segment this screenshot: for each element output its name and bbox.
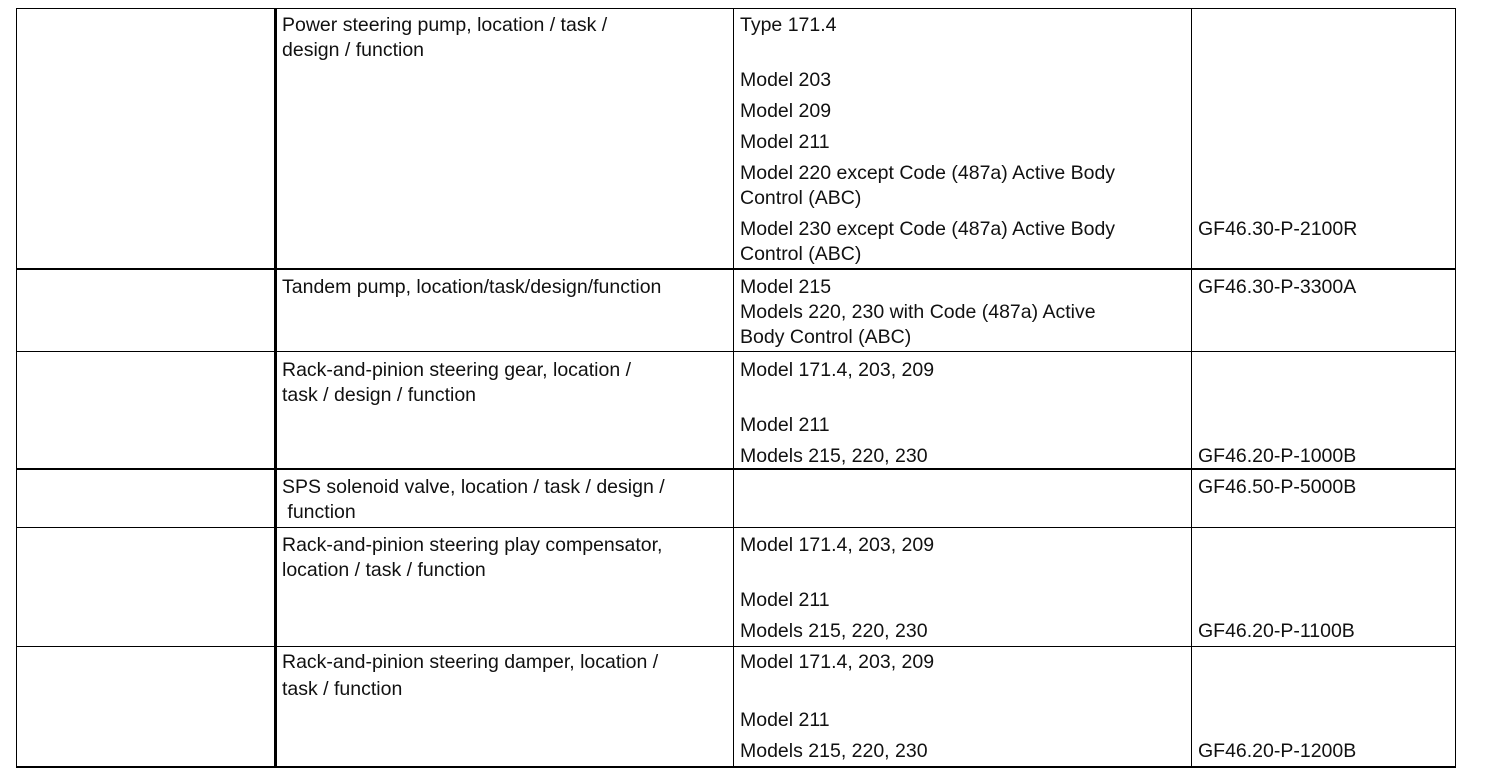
component-description: location / task / function xyxy=(282,559,486,581)
component-description: SPS solenoid valve, location / task / design / xyxy=(282,476,665,498)
model-entry: Model 211 xyxy=(740,414,830,436)
model-list xyxy=(740,358,1185,469)
model-entry: Body Control (ABC) xyxy=(740,326,912,348)
model-entry: Model 230 except Code (487a) Active Body xyxy=(740,218,1116,240)
component-description: function xyxy=(282,501,356,523)
model-list xyxy=(740,533,1185,644)
model-entry: Model 171.4, 203, 209 xyxy=(740,534,935,556)
row-divider xyxy=(16,268,1456,270)
model-list xyxy=(740,13,1185,267)
model-entry: Model 171.4, 203, 209 xyxy=(740,359,935,381)
model-entry: Model 211 xyxy=(740,131,830,153)
model-entry: Control (ABC) xyxy=(740,243,862,265)
model-entry: Control (ABC) xyxy=(740,187,862,209)
component-description: design / function xyxy=(282,39,425,61)
component-description: Rack-and-pinion steering play compensator, xyxy=(282,534,663,556)
component-description: Rack-and-pinion steering gear, location / xyxy=(282,359,632,381)
reference-table xyxy=(16,8,1456,768)
column-divider xyxy=(1191,8,1192,768)
table-border-right xyxy=(1455,8,1456,768)
table-border-left xyxy=(16,8,17,768)
component-description: Tandem pump, location/task/design/function xyxy=(282,276,662,298)
model-entry: Models 215, 220, 230 xyxy=(740,740,928,762)
model-entry: Model 211 xyxy=(740,709,830,731)
model-entry: Model 171.4, 203, 209 xyxy=(740,651,935,673)
model-entry: Type 171.4 xyxy=(740,14,837,36)
table-row xyxy=(282,475,727,525)
table-row xyxy=(282,13,727,63)
model-entry: Models 220, 230 with Code (487a) Active xyxy=(740,301,1096,323)
model-entry: Models 215, 220, 230 xyxy=(740,445,928,467)
model-entry: Model 220 except Code (487a) Active Body xyxy=(740,162,1116,184)
model-entry: Model 203 xyxy=(740,69,832,91)
model-entry: Models 215, 220, 230 xyxy=(740,620,928,642)
table-row xyxy=(282,533,727,583)
model-entry: Model 215 xyxy=(740,276,832,298)
table-row xyxy=(282,275,727,300)
document-reference-link[interactable]: GF46.30-P-3300A xyxy=(1198,276,1357,298)
component-description: Power steering pump, location / task / xyxy=(282,14,608,36)
row-divider xyxy=(16,646,1456,647)
document-reference-link[interactable]: GF46.20-P-1200B xyxy=(1198,740,1357,762)
table-row xyxy=(282,650,727,702)
table-row xyxy=(282,358,727,408)
row-divider xyxy=(16,527,1456,528)
model-entry: Model 211 xyxy=(740,589,830,611)
document-reference-link[interactable]: GF46.20-P-1000B xyxy=(1198,445,1357,467)
model-entry: Model 209 xyxy=(740,100,832,122)
component-description: task / design / function xyxy=(282,384,477,406)
column-divider xyxy=(733,8,734,768)
model-list xyxy=(740,275,1185,350)
table-border-bottom xyxy=(16,766,1456,768)
component-description: Rack-and-pinion steering damper, location / xyxy=(282,651,659,673)
document-reference-link[interactable]: GF46.50-P-5000B xyxy=(1198,476,1357,498)
table-border-top xyxy=(16,8,1456,9)
model-list xyxy=(740,650,1185,764)
document-reference-link[interactable]: GF46.30-P-2100R xyxy=(1198,218,1358,240)
row-divider xyxy=(16,351,1456,352)
column-divider xyxy=(274,8,277,768)
component-description: task / function xyxy=(282,678,403,700)
document-reference-link[interactable]: GF46.20-P-1100B xyxy=(1198,620,1355,642)
